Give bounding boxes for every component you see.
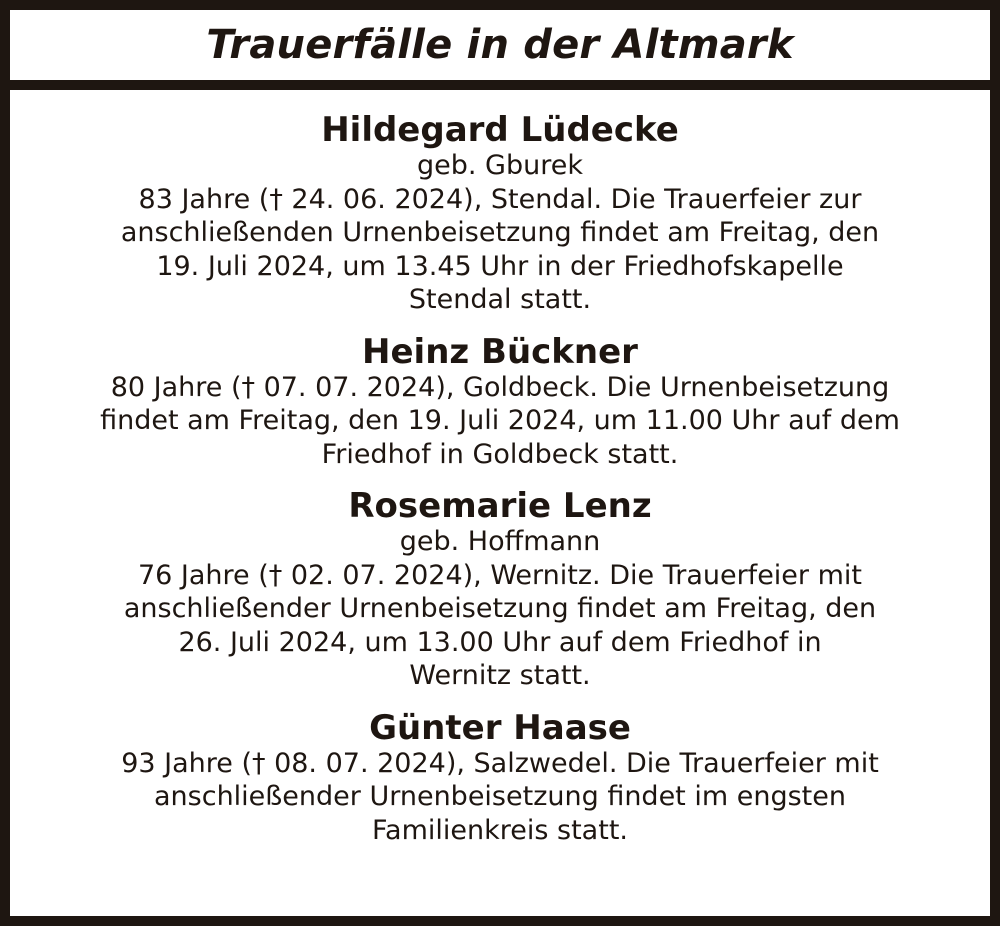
obituary-text-line: anschließenden Urnenbeisetzung findet am Freitag, den <box>120 217 880 248</box>
obituary-text-line: 93 Jahre († 08. 07. 2024), Salzwedel. Die Trauerfeier mit <box>121 747 879 779</box>
deceased-name: Heinz Bückner <box>362 331 638 372</box>
deceased-name: Günter Haase <box>369 707 631 748</box>
obituary-entry <box>10 333 990 472</box>
obituary-text-line: Friedhof in Goldbeck statt. <box>321 438 679 470</box>
deceased-name: Rosemarie Lenz <box>348 486 652 526</box>
obituary-text-line: anschließender Urnenbeisetzung findet im engsten <box>154 781 846 812</box>
obituary-entry <box>10 487 990 693</box>
maiden-name: geb. Hoffmann <box>399 526 601 557</box>
obituary-text-line: 83 Jahre († 24. 06. 2024), Stendal. Die Trauerfeier zur <box>138 183 862 215</box>
obituary-text-line: Stendal statt. <box>408 284 592 315</box>
maiden-name: geb. Gburek <box>417 150 583 181</box>
obituary-entry <box>10 111 990 317</box>
obituary-text-line: Wernitz statt. <box>409 660 591 691</box>
deceased-name: Hildegard Lüdecke <box>321 110 679 150</box>
obituary-text-line: anschließender Urnenbeisetzung findet am Freitag, den <box>123 593 877 624</box>
obituary-text-line: 19. Juli 2024, um 13.45 Uhr in der Friedhofskapelle <box>156 250 844 282</box>
page-title: Trauerfälle in der Altmark <box>206 22 794 68</box>
obituary-text-line: Familienkreis statt. <box>372 814 628 846</box>
obituary-list <box>10 90 990 847</box>
header-band <box>10 10 990 90</box>
obituary-text-line: 76 Jahre († 02. 07. 2024), Wernitz. Die Trauerfeier mit <box>137 559 862 591</box>
obituary-text-line: 80 Jahre († 07. 07. 2024), Goldbeck. Die Urnenbeisetzung <box>110 371 890 403</box>
obituary-text-line: findet am Freitag, den 19. Juli 2024, um 11.00 Uhr auf dem <box>100 405 900 436</box>
obituary-text-line: 26. Juli 2024, um 13.00 Uhr auf dem Friedhof in <box>178 626 822 658</box>
obituary-entry <box>10 709 990 848</box>
